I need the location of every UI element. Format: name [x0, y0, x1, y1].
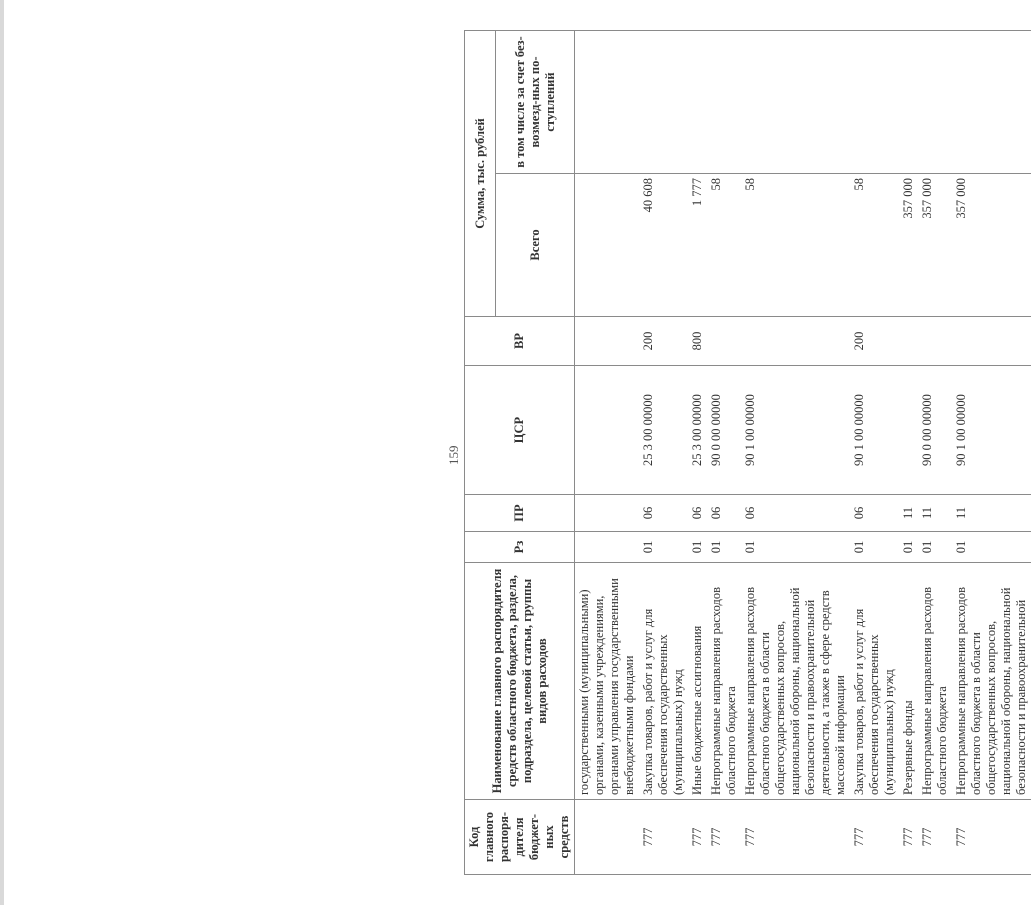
cell-code: 777 — [899, 800, 918, 875]
cell-rz: 01 — [899, 532, 918, 563]
cell-total: 1 777 — [688, 174, 707, 317]
cell-total: 357 000 — [918, 174, 952, 317]
cell-vr: 200 — [639, 317, 688, 366]
cell-free — [688, 31, 707, 174]
cell-code: 777 — [741, 800, 850, 875]
cell-name: Резервные фонды — [899, 563, 918, 800]
cell-rz: 01 — [639, 532, 688, 563]
header-free: в том числе за счет без-возмезд-ных по-ступлений — [496, 31, 575, 174]
cell-name: Непрограммные направления расходов областного бюджета в области общегосударственных вопросов, национальной обороны, национальной безопасности и правоохранительной — [952, 563, 1031, 800]
table-row — [899, 31, 918, 875]
cell-rz: 01 — [741, 532, 850, 563]
header-total: Всего — [496, 174, 575, 317]
cell-total: 58 — [741, 174, 850, 317]
cell-pr: 06 — [707, 495, 741, 532]
cell-vr — [952, 317, 1031, 366]
cell-pr: 11 — [918, 495, 952, 532]
cell-vr — [899, 317, 918, 366]
cell-vr: 800 — [688, 317, 707, 366]
cell-vr — [741, 317, 850, 366]
cell-rz: 01 — [688, 532, 707, 563]
cell-total: 58 — [707, 174, 741, 317]
table-row — [639, 31, 688, 875]
header-code: Код главного распоря-дителя бюджет-ных средств — [465, 800, 575, 875]
cell-name: Непрограммные направления расходов областного бюджета в области общегосударственных вопросов, национальной обороны, национальной безопасности и правоохранительной деятельности, а также в сфере средств массовой информации — [741, 563, 850, 800]
table-row — [688, 31, 707, 875]
cell-pr: 11 — [952, 495, 1031, 532]
cell-csr: 25 3 00 00000 — [688, 366, 707, 495]
cell-pr: 06 — [639, 495, 688, 532]
cell-vr — [575, 317, 640, 366]
cell-code: 777 — [688, 800, 707, 875]
cell-code: 777 — [639, 800, 688, 875]
cell-free — [850, 31, 899, 174]
cell-free — [639, 31, 688, 174]
cell-csr — [575, 366, 640, 495]
cell-total: 357 000 — [899, 174, 918, 317]
cell-rz: 01 — [952, 532, 1031, 563]
cell-name: государственными (муниципальными) органами, казенными учреждениями, органами управления государственными внебюджетными фондами — [575, 563, 640, 800]
budget-table — [464, 30, 1031, 875]
header-name: Наименование главного распорядителя средств областного бюджета, раздела, подраздела, целевой статьи, группы видов расходов — [465, 563, 575, 800]
cell-vr: 200 — [850, 317, 899, 366]
cell-pr — [575, 495, 640, 532]
cell-total — [575, 174, 640, 317]
cell-rz: 01 — [707, 532, 741, 563]
cell-pr: 11 — [899, 495, 918, 532]
cell-free — [741, 31, 850, 174]
cell-code: 777 — [952, 800, 1031, 875]
cell-csr: 90 1 00 00000 — [741, 366, 850, 495]
cell-pr: 06 — [688, 495, 707, 532]
cell-csr: 90 0 00 00000 — [918, 366, 952, 495]
cell-name: Непрограммные направления расходов областного бюджета — [707, 563, 741, 800]
table-row — [707, 31, 741, 875]
header-csr: ЦСР — [465, 366, 575, 495]
cell-free — [899, 31, 918, 174]
cell-total: 40 608 — [639, 174, 688, 317]
header-rz: Рз — [465, 532, 575, 563]
page-number: 159 — [446, 445, 461, 465]
cell-free — [952, 31, 1031, 174]
cell-code: 777 — [918, 800, 952, 875]
cell-rz: 01 — [918, 532, 952, 563]
table-row — [741, 31, 850, 875]
header-vr: ВР — [465, 317, 575, 366]
cell-name: Иные бюджетные ассигнования — [688, 563, 707, 800]
cell-code: 777 — [707, 800, 741, 875]
header-pr: ПР — [465, 495, 575, 532]
cell-csr: 90 1 00 00000 — [850, 366, 899, 495]
cell-name: Закупка товаров, работ и услуг для обеспечения государственных (муниципальных) нужд — [639, 563, 688, 800]
cell-csr — [899, 366, 918, 495]
cell-total: 58 — [850, 174, 899, 317]
cell-vr — [918, 317, 952, 366]
cell-free — [918, 31, 952, 174]
cell-code: 777 — [850, 800, 899, 875]
cell-total: 357 000 — [952, 174, 1031, 317]
cell-rz — [575, 532, 640, 563]
cell-rz: 01 — [850, 532, 899, 563]
cell-pr: 06 — [741, 495, 850, 532]
header-sum-group: Сумма, тыс. рублей — [465, 31, 496, 317]
table-body — [575, 31, 1031, 875]
table-row — [850, 31, 899, 875]
cell-vr — [707, 317, 741, 366]
table-row — [952, 31, 1031, 875]
cell-name: Закупка товаров, работ и услуг для обеспечения государственных (муниципальных) нужд — [850, 563, 899, 800]
cell-name: Непрограммные направления расходов областного бюджета — [918, 563, 952, 800]
table-header — [465, 31, 575, 875]
cell-csr: 90 0 00 00000 — [707, 366, 741, 495]
cell-csr: 90 1 00 00000 — [952, 366, 1031, 495]
table-row — [918, 31, 952, 875]
cell-code — [575, 800, 640, 875]
cell-csr: 25 3 00 00000 — [639, 366, 688, 495]
table-row — [575, 31, 640, 875]
cell-free — [707, 31, 741, 174]
cell-pr: 06 — [850, 495, 899, 532]
cell-free — [575, 31, 640, 174]
